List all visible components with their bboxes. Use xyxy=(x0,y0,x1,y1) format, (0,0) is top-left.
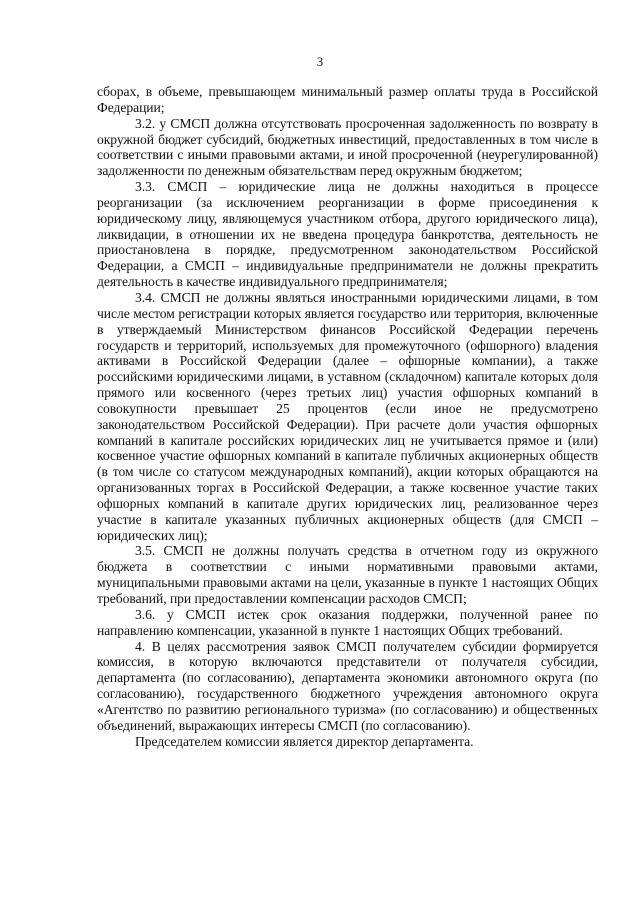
page-number: 3 xyxy=(316,55,324,69)
document-body xyxy=(97,84,598,749)
paragraph-3-5: 3.5. СМСП не должны получать средства в отчетном году из окружного бюджета в соответствии с иными нормативными правовыми актами, муниципальными правовыми актами на цели, указанные в пункте 1 настоящих Общих требований, при предоставлении компенсации расходов СМСП; xyxy=(97,543,598,606)
paragraph-4: 4. В целях рассмотрения заявок СМСП получателем субсидии формируется комиссия, в которую включаются представители от получателя субсидии, департамента (по согласованию), департамента экономики автономного округа (по согласованию), государственного бюджетного учреждения автономного округа «Агентство по развитию регионального туризма» (по согласованию) и общественных объединений, выражающих интересы СМСП (по согласованию). xyxy=(97,638,598,733)
paragraph-commission-chair: Председателем комиссии является директор департамента. xyxy=(135,733,474,749)
paragraph-3-3: 3.3. СМСП – юридические лица не должны находиться в процессе реорганизации (за исключением реорганизации в форме присоединения к юридическому лицу, являющемуся участником отбора, другого юридического лица), ликвидации, в отношении их не введена процедура банкротства, деятельность не приостановлена в порядке, предусмотренном законодательством Российской Федерации, а СМСП – индивидуальные предприниматели не должны прекратить деятельность в качестве индивидуального предпринимателя; xyxy=(97,179,598,290)
paragraph-3-2: 3.2. у СМСП должна отсутствовать просроченная задолженность по возврату в окружной бюджет субсидий, бюджетных инвестиций, предоставленных в том числе в соответствии с иными правовыми актами, и иной просроченной (неурегулированной) задолженности по денежным обязательствам перед окружным бюджетом; xyxy=(97,115,598,179)
paragraph-3-4: 3.4. СМСП не должны являться иностранными юридическими лицами, в том числе местом регистрации которых является государство или территория, включенные в утверждаемый Министерством финансов Российской Федерации перечень государств и территорий, используемых для промежуточного (офшорного) владения активами в Российской Федерации (далее – офшорные компании), а также российскими юридическими лицами, в уставном (складочном) капитале которых доля прямого или косвенного (через третьих лиц) участия офшорных компаний в совокупности превышает 25 процентов (если иное не предусмотрено законодательством Российской Федерации). При расчете доли участия офшорных компаний в капитале российских юридических лиц не учитывается прямое и (или) косвенное участие офшорных компаний в капитале публичных акционерных обществ (в том числе со статусом международных компаний), акции которых обращаются на организованных торгах в Российской Федерации, а также косвенное участие таких офшорных компаний в капитале других юридических лиц, реализованное через участие в капитале указанных публичных акционерных обществ (для СМСП – юридических лиц); xyxy=(97,289,598,543)
paragraph-3-1-continuation: сборах, в объеме, превышающем минимальный размер оплаты труда в Российской Федерации; xyxy=(97,84,598,115)
paragraph-3-6: 3.6. у СМСП истек срок оказания поддержки, полученной ранее по направлению компенсации, указанной в пункте 1 настоящих Общих требований. xyxy=(97,606,598,638)
